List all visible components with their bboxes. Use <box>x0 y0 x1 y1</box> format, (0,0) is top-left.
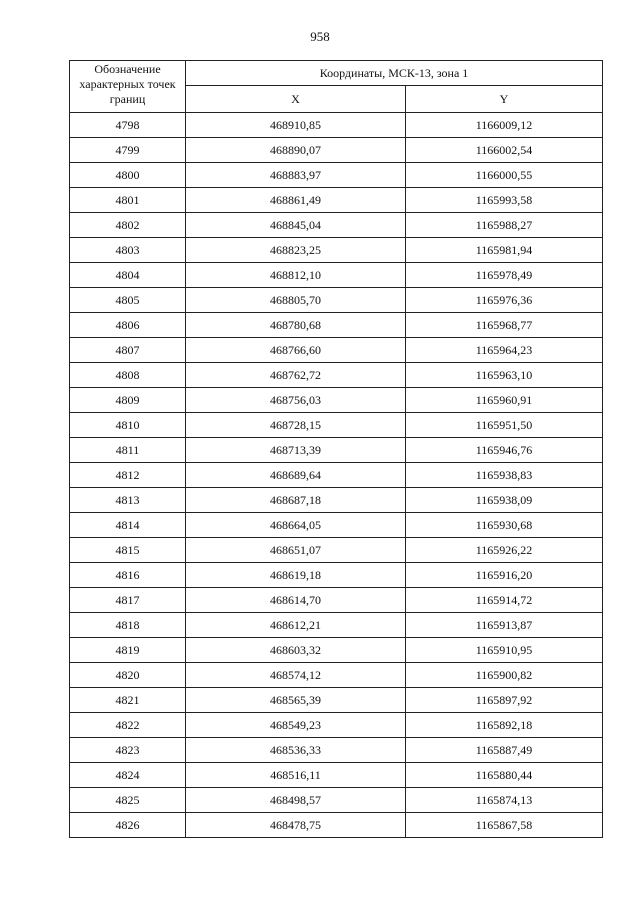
y-coordinate-cell: 1165887,49 <box>406 738 603 763</box>
x-coordinate-cell: 468565,39 <box>186 688 406 713</box>
table-row <box>70 513 603 538</box>
point-id-cell: 4807 <box>70 338 186 363</box>
y-coordinate-cell: 1165926,22 <box>406 538 603 563</box>
table-row <box>70 663 603 688</box>
table-row <box>70 363 603 388</box>
table-row <box>70 263 603 288</box>
y-coordinate-cell: 1165976,36 <box>406 288 603 313</box>
x-coordinate-cell: 468823,25 <box>186 238 406 263</box>
point-id-cell: 4811 <box>70 438 186 463</box>
coordinates-header: Координаты, МСК-13, зона 1 <box>186 61 603 86</box>
y-coordinate-cell: 1165946,76 <box>406 438 603 463</box>
point-id-cell: 4802 <box>70 213 186 238</box>
table-row <box>70 288 603 313</box>
x-coordinate-cell: 468651,07 <box>186 538 406 563</box>
x-coordinate-cell: 468536,33 <box>186 738 406 763</box>
coordinates-table <box>69 60 603 838</box>
point-id-cell: 4810 <box>70 413 186 438</box>
x-coordinate-cell: 468762,72 <box>186 363 406 388</box>
x-coordinate-cell: 468687,18 <box>186 488 406 513</box>
point-id-cell: 4825 <box>70 788 186 813</box>
table-row <box>70 713 603 738</box>
x-coordinate-cell: 468780,68 <box>186 313 406 338</box>
table-row <box>70 138 603 163</box>
y-coordinate-cell: 1165930,68 <box>406 513 603 538</box>
x-coordinate-cell: 468805,70 <box>186 288 406 313</box>
point-id-cell: 4800 <box>70 163 186 188</box>
point-id-cell: 4826 <box>70 813 186 838</box>
x-coordinate-cell: 468845,04 <box>186 213 406 238</box>
table-row <box>70 538 603 563</box>
table-row <box>70 413 603 438</box>
point-id-cell: 4814 <box>70 513 186 538</box>
y-coordinate-cell: 1165897,92 <box>406 688 603 713</box>
table-row <box>70 588 603 613</box>
x-coordinate-cell: 468516,11 <box>186 763 406 788</box>
y-coordinate-cell: 1165867,58 <box>406 813 603 838</box>
point-id-cell: 4817 <box>70 588 186 613</box>
table-row <box>70 113 603 138</box>
point-id-cell: 4803 <box>70 238 186 263</box>
x-coordinate-cell: 468861,49 <box>186 188 406 213</box>
point-id-cell: 4804 <box>70 263 186 288</box>
page-number: 958 <box>310 29 330 44</box>
y-coordinate-cell: 1166002,54 <box>406 138 603 163</box>
y-coordinate-cell: 1165993,58 <box>406 188 603 213</box>
table-row <box>70 213 603 238</box>
x-coordinate-cell: 468766,60 <box>186 338 406 363</box>
point-id-cell: 4806 <box>70 313 186 338</box>
x-coordinate-cell: 468883,97 <box>186 163 406 188</box>
point-id-cell: 4798 <box>70 113 186 138</box>
x-coordinate-cell: 468498,57 <box>186 788 406 813</box>
y-header: Y <box>406 86 603 113</box>
x-coordinate-cell: 468574,12 <box>186 663 406 688</box>
y-coordinate-cell: 1165874,13 <box>406 788 603 813</box>
x-coordinate-cell: 468664,05 <box>186 513 406 538</box>
y-coordinate-cell: 1165988,27 <box>406 213 603 238</box>
point-id-cell: 4815 <box>70 538 186 563</box>
table-row <box>70 463 603 488</box>
point-id-cell: 4818 <box>70 613 186 638</box>
table-row <box>70 313 603 338</box>
x-coordinate-cell: 468756,03 <box>186 388 406 413</box>
x-coordinate-cell: 468478,75 <box>186 813 406 838</box>
point-id-cell: 4821 <box>70 688 186 713</box>
table-row <box>70 638 603 663</box>
y-coordinate-cell: 1165892,18 <box>406 713 603 738</box>
point-id-cell: 4808 <box>70 363 186 388</box>
y-coordinate-cell: 1165963,10 <box>406 363 603 388</box>
point-id-cell: 4812 <box>70 463 186 488</box>
x-header: X <box>186 86 406 113</box>
y-coordinate-cell: 1165880,44 <box>406 763 603 788</box>
table-body <box>70 113 603 838</box>
table-row <box>70 188 603 213</box>
point-id-cell: 4820 <box>70 663 186 688</box>
table-row <box>70 438 603 463</box>
x-coordinate-cell: 468689,64 <box>186 463 406 488</box>
point-id-cell: 4816 <box>70 563 186 588</box>
x-coordinate-cell: 468549,23 <box>186 713 406 738</box>
point-id-cell: 4799 <box>70 138 186 163</box>
y-coordinate-cell: 1165960,91 <box>406 388 603 413</box>
point-id-cell: 4801 <box>70 188 186 213</box>
designation-header: Обозначение характерных точек границ <box>70 61 186 113</box>
y-coordinate-cell: 1165968,77 <box>406 313 603 338</box>
x-coordinate-cell: 468612,21 <box>186 613 406 638</box>
table-row <box>70 388 603 413</box>
y-coordinate-cell: 1165981,94 <box>406 238 603 263</box>
x-coordinate-cell: 468619,18 <box>186 563 406 588</box>
table-row <box>70 813 603 838</box>
x-coordinate-cell: 468890,07 <box>186 138 406 163</box>
table-row <box>70 788 603 813</box>
table-row <box>70 738 603 763</box>
x-coordinate-cell: 468713,39 <box>186 438 406 463</box>
y-coordinate-cell: 1165913,87 <box>406 613 603 638</box>
table-row <box>70 563 603 588</box>
table-row <box>70 163 603 188</box>
x-coordinate-cell: 468910,85 <box>186 113 406 138</box>
point-id-cell: 4805 <box>70 288 186 313</box>
x-coordinate-cell: 468603,32 <box>186 638 406 663</box>
x-coordinate-cell: 468728,15 <box>186 413 406 438</box>
y-coordinate-cell: 1165914,72 <box>406 588 603 613</box>
point-id-cell: 4822 <box>70 713 186 738</box>
y-coordinate-cell: 1165964,23 <box>406 338 603 363</box>
table-row <box>70 763 603 788</box>
point-id-cell: 4824 <box>70 763 186 788</box>
y-coordinate-cell: 1165910,95 <box>406 638 603 663</box>
point-id-cell: 4819 <box>70 638 186 663</box>
table-row <box>70 613 603 638</box>
point-id-cell: 4813 <box>70 488 186 513</box>
y-coordinate-cell: 1165938,09 <box>406 488 603 513</box>
y-coordinate-cell: 1165900,82 <box>406 663 603 688</box>
y-coordinate-cell: 1165978,49 <box>406 263 603 288</box>
table-row <box>70 688 603 713</box>
y-coordinate-cell: 1165951,50 <box>406 413 603 438</box>
point-id-cell: 4823 <box>70 738 186 763</box>
table-row <box>70 488 603 513</box>
y-coordinate-cell: 1165916,20 <box>406 563 603 588</box>
x-coordinate-cell: 468614,70 <box>186 588 406 613</box>
y-coordinate-cell: 1166009,12 <box>406 113 603 138</box>
table-row <box>70 238 603 263</box>
x-coordinate-cell: 468812,10 <box>186 263 406 288</box>
y-coordinate-cell: 1165938,83 <box>406 463 603 488</box>
point-id-cell: 4809 <box>70 388 186 413</box>
y-coordinate-cell: 1166000,55 <box>406 163 603 188</box>
table-row <box>70 338 603 363</box>
